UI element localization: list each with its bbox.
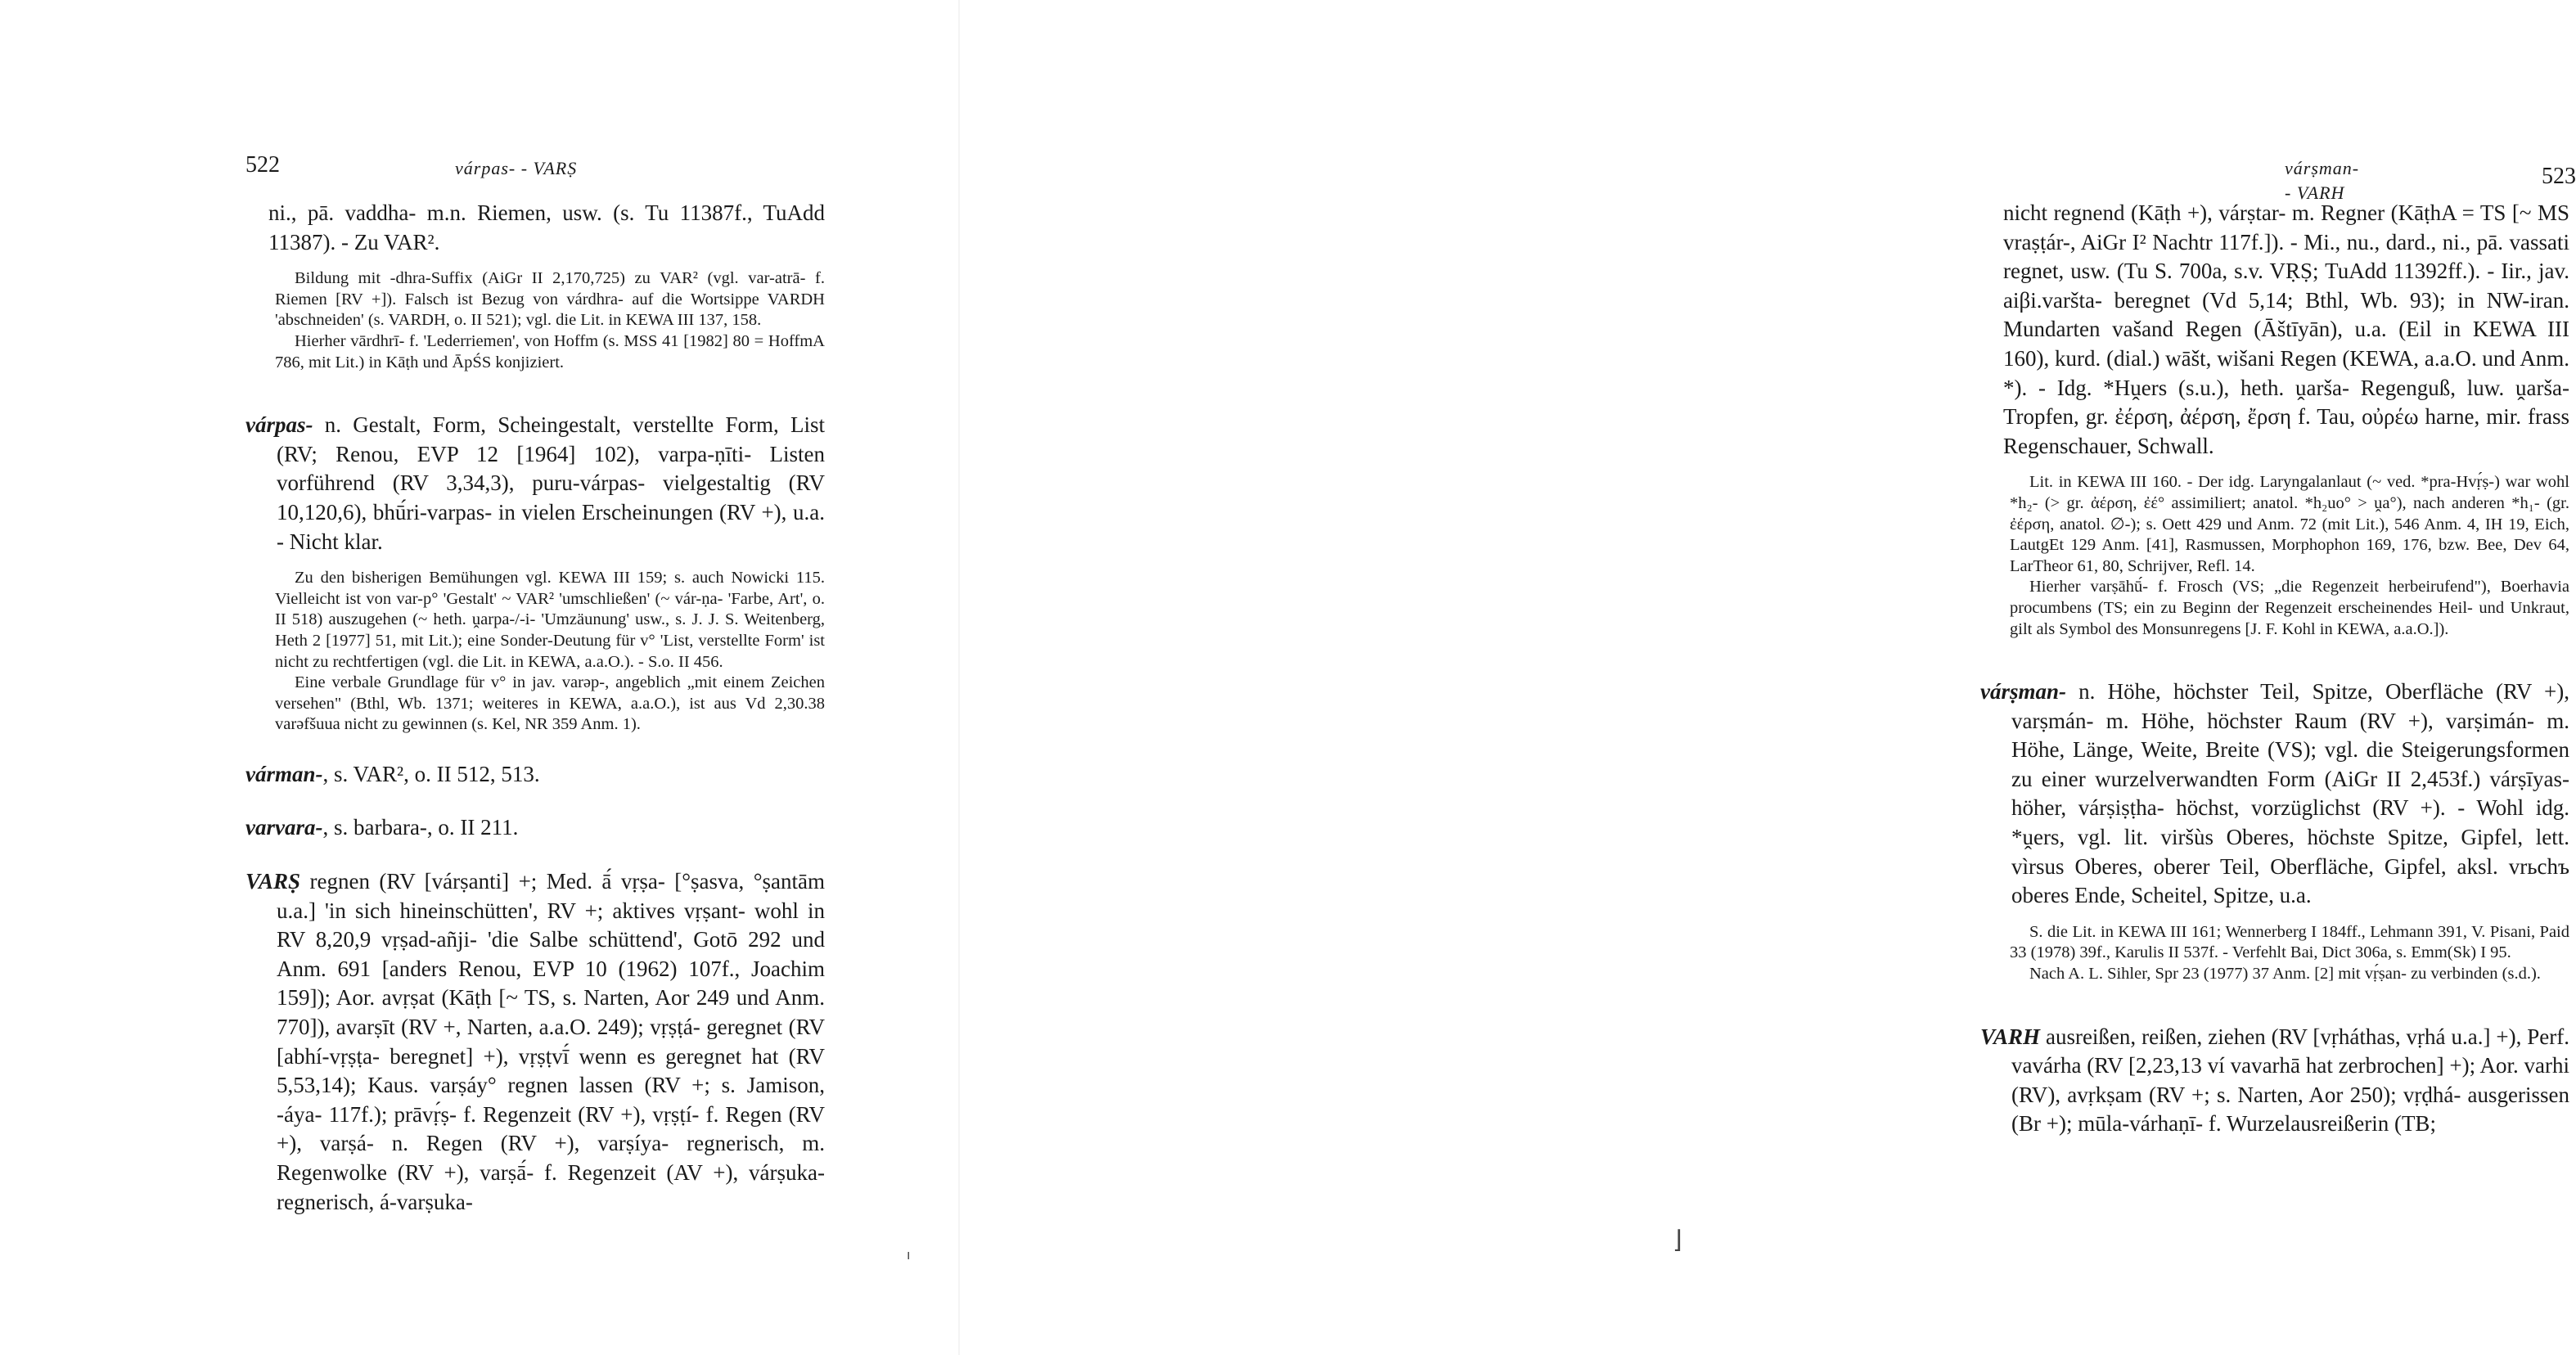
entry-note: S. die Lit. in KEWA III 161; Wennerberg I 184ff., Lehmann 391, V. Pisani, Paid 33 (1978) 39f., Karulis II 537f. - Verfehlt Bai, Dict 306a, s. Emm(Sk) I 95. xyxy=(2010,922,2569,962)
entry-lemma: VARH xyxy=(1980,1024,2041,1049)
entry-definition: regnen (RV [várṣanti] +; Med. ā́ vṛṣa- [°ṣasva, °ṣantām u.a.] 'in sich hineinschütten', RV +; aktives vṛṣant- wohl in RV 8,20,9 vṛṣad-añji- 'die Salbe schüttend', Gotō 292 und Anm. 691 [anders Renou, EVP 10 (1962) 107f., Joachim 159]); Aor. avṛṣat (Kāṭh [~ TS, s. Narten, Aor 249 und Anm. 770]), avarṣīt (RV +, Narten, a.a.O. 249); vṛṣṭá- geregnet (RV [abhí-vṛṣṭa- beregnet] +), vṛṣṭvī́ wenn es geregnet hat (RV 5,53,14); Kaus. varṣáy° regnen lassen (RV +; s. Jamison, -áya- 117f.); prāvṛ́ṣ- f. Regenzeit (RV +), vṛṣṭí- f. Regen (RV +), varṣá- n. Regen (RV +), varṣíya- regnerisch, m. Regenwolke (RV +), varṣā́- f. Regenzeit (AV +), várṣuka- regnerisch, á-varṣuka- xyxy=(277,869,825,1214)
entry-definition: n. Höhe, höchster Teil, Spitze, Oberfläche (RV +), varṣmán- m. Höhe, höchster Raum (RV +), varṣimán- m. Höhe, Länge, Weite, Breite (VS); vgl. die Steigerungsformen zu einer wurzelverwandten Form (AiGr II 2,453f.) várṣīyas- höher, várṣiṣṭha- höchst, vorzüglichst (RV +). - Wohl idg. *ṷers, vgl. lit. viršùs Oberes, höchste Spitze, Gipfel, lett. vìrsus Oberes, oberer Teil, Oberfläche, Gipfel, aksl. vrьchъ oberes Ende, Scheitel, Spitze, u.a. xyxy=(2011,679,2569,908)
left-running-title-wrap xyxy=(455,155,577,180)
spacer xyxy=(1980,911,2569,922)
entry-definition: , s. barbara-, o. II 211. xyxy=(322,815,519,840)
spacer xyxy=(1980,640,2569,678)
right-page xyxy=(959,0,2576,1355)
spacer xyxy=(245,736,825,760)
right-page-number: 523 xyxy=(2542,164,2576,189)
dictionary-entry xyxy=(1980,1023,2569,1139)
entry-note: Nach A. L. Sihler, Spr 23 (1977) 37 Anm. [2] mit vṛ́ṣan- zu verbinden (s.d.). xyxy=(2029,965,2541,984)
entry-definition: n. Gestalt, Form, Scheingestalt, verstellte Form, List (RV; Renou, EVP 12 [1964] 102), varpa-ṇīti- Listen vorführend (RV 3,34,3), puru-várpas- vielgestaltig (RV 10,120,6), bhū́ri-varpas- in vielen Erscheinungen (RV +), u.a. - Nicht klar. xyxy=(277,412,825,554)
entry-note: Hierher vārdhrī- f. 'Lederriemen', von Hoffm (s. MSS 41 [1982] 80 = HoffmA 786, mit Lit.) in Kāṭh und ĀpŚS konjiziert. xyxy=(275,331,825,371)
left-header xyxy=(245,152,280,178)
spacer xyxy=(245,257,825,268)
entry-lemma: várpas- xyxy=(245,412,313,438)
spacer xyxy=(245,373,825,411)
spacer xyxy=(245,556,825,568)
entry-definition: ausreißen, reißen, ziehen (RV [vṛháthas, vṛhá u.a.] +), Perf. vavárha (RV [2,23,13 ví vavarhā hat zerbrochen] +); Aor. varhi (RV), avṛkṣam (RV +; s. Narten, Aor 250); vṛḍhá- ausgerissen (Br +); mūla-várhaṇī- f. Wurzelausreißerin (TB; xyxy=(2011,1024,2569,1137)
entry-lemma: várman- xyxy=(245,761,323,786)
entry-note: Zu den bisherigen Bemühungen vgl. KEWA III 159; s. auch Nowicki 115. Vielleicht ist von var-p° 'Gestalt' ~ VAR² 'umschließen' (~ vár-ṇa- 'Farbe, Art', o. II 518) auszugehen (~ heth. ṷarpa-/-i- 'Umzäunung' usw., s. J. J. S. Weitenberg, Heth 2 [1977] 51, mit Lit.); eine Sonder-Deutung für v° 'List, verstellte Form' ist nicht zu rechtfertigen (vgl. die Lit. in KEWA, a.a.O.). - S.o. II 456. xyxy=(275,569,825,671)
entry-note: Bildung mit -dhra-Suffix (AiGr II 2,170,725) zu VAR² (vgl. var-atrā- f. Riemen [RV +]). Falsch ist Bezug von várdhra- auf die Wortsippe VARDH 'abschneiden' (s. VARDH, o. II 521); vgl. die Lit. in KEWA III 137, 158. xyxy=(275,269,825,330)
entry-lemma: várṣman- xyxy=(1980,679,2067,705)
left-running-title: várpas- - VARṢ xyxy=(455,158,578,178)
continued-paragraph: ni., pā. vaddha- m.n. Riemen, usw. (s. Tu 11387f., TuAdd 11387). - Zu VAR². xyxy=(268,200,825,254)
left-page-number: 522 xyxy=(245,152,280,178)
spacer xyxy=(1980,461,2569,472)
dictionary-entry xyxy=(245,867,825,1217)
right-running-title-wrap xyxy=(2285,155,2359,205)
spacer xyxy=(245,843,825,867)
left-page xyxy=(0,0,959,1355)
entry-note: Eine verbale Grundlage für v° in jav. varǝp-, angeblich „mit einem Zeichen versehen" (Bthl, Wb. 1371; weiteres in KEWA, a.a.O.), ist aus Vd 2,30.38 varǝfšuua nicht zu gewinnen (s. Kel, NR 359 Anm. 1). xyxy=(275,673,825,734)
dictionary-entry xyxy=(1980,678,2569,911)
left-text-block xyxy=(245,199,825,1217)
right-running-title: várṣman- - VARH xyxy=(2285,158,2360,203)
entry-lemma: varvara- xyxy=(245,815,323,840)
dictionary-entry xyxy=(245,813,825,843)
dictionary-entry xyxy=(245,411,825,556)
right-text-block xyxy=(1980,199,2569,1139)
scan-mark-left: ı xyxy=(907,1247,911,1263)
spacer xyxy=(245,789,825,813)
scan-mark-right: ⌋ xyxy=(1673,1226,1682,1254)
entry-note: Hierher varṣāhū́- f. Frosch (VS; „die Regenzeit herbeirufend"), Boerhavia procumbens (TS; ein zu Beginn der Regenzeit erscheinendes Heil- und Unkraut, gilt als Symbol des Monsunregens [J. F. Kohl in KEWA, a.a.O.]). xyxy=(2010,578,2569,638)
spacer xyxy=(1980,985,2569,1023)
dictionary-entry xyxy=(245,760,825,790)
entry-lemma: VARṢ xyxy=(245,869,301,894)
right-header xyxy=(2542,164,2576,190)
entry-definition: , s. VAR², o. II 512, 513. xyxy=(322,761,540,786)
continued-paragraph: nicht regnend (Kāṭh +), várṣtar- m. Regner (KāṭhA = TS [~ MS vraṣṭár-, AiGr I² Nachtr 117f.]). - Mi., nu., dard., ni., pā. vassati regnet, usw. (Tu S. 700a, s.v. VṚṢ; TuAdd 11392ff.). - Iir., jav. aiβi.varšta- beregnet (Vd 5,14; Bthl, Wb. 93); in NW-iran. Mundarten vašand Regen (Āštīyān), u.a. (Eil in KEWA III 160), kurd. (dial.) wāšt, wišani Regen (KEWA, a.a.O. und Anm. *). - Idg. *Hṷers (s.u.), heth. ṷarša- Regenguß, luw. ṷarša- Tropfen, gr. ἐέρση, ἀέρση, ἔρση f. Tau, οὐρέω harne, mir. frass Regenschauer, Schwall. xyxy=(2003,200,2569,458)
entry-note: Lit. in KEWA III 160. - Der idg. Laryngalanlaut (~ ved. *pra-Hvṛ́ṣ-) war wohl *h₂- (> gr. ἀέρση, ἐέ° assimiliert; anatol. *h₂uo° > ṷa°), nach anderen *h₁- (gr. ἐέρση, anatol. ∅-); s. Oett 429 und Anm. 72 (mit Lit.), 546 Anm. 4, IH 19, Eich, LautgEt 129 Anm. [41], Rasmussen, Morphophon 169, 176, bzw. Bee, Dev 64, LarTheor 61, 80, Schrijver, Refl. 14. xyxy=(2010,473,2569,575)
